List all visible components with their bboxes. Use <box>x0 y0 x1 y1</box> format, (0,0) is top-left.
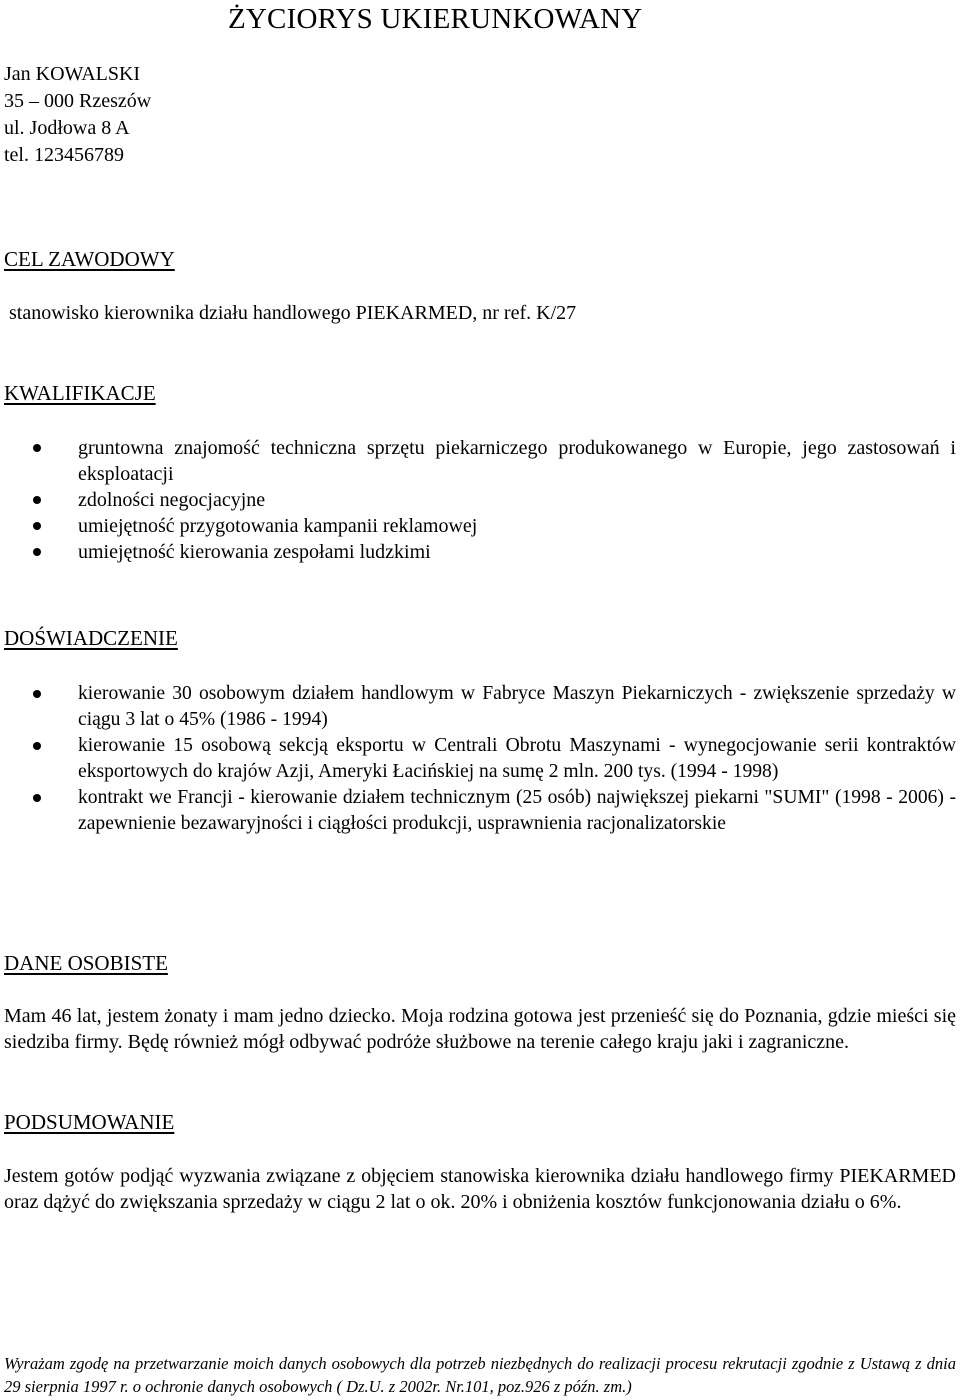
qualification-item: umiejętność kierowania zespołami ludzkimi <box>4 539 956 565</box>
summary-heading: PODSUMOWANIE <box>4 1110 175 1134</box>
document-title: ŻYCIORYS UKIERUNKOWANY <box>228 3 643 35</box>
qualification-item: gruntowna znajomość techniczna sprzętu piekarniczego produkowanego w Europie, jego zastosowań i eksploatacji <box>4 435 956 487</box>
qualifications-heading: KWALIFIKACJE <box>4 381 156 405</box>
goal-text: stanowisko kierownika działu handlowego PIEKARMED, nr ref. K/27 <box>9 302 577 324</box>
contact-block <box>4 61 151 169</box>
qualification-item: zdolności negocjacyjne <box>4 487 956 513</box>
experience-item: kierowanie 15 osobową sekcją eksportu w Centrali Obrotu Maszynami - wynegocjowanie serii kontraktów eksportowych do krajów Azji, Ameryki Łacińskiej na sumę 2 mln. 200 tys. (1994 - 1998) <box>4 733 956 785</box>
qualifications-list <box>4 435 956 565</box>
contact-name: Jan KOWALSKI <box>4 63 141 85</box>
experience-list <box>4 681 956 837</box>
personal-text: Mam 46 lat, jestem żonaty i mam jedno dziecko. Moja rodzina gotowa jest przenieść się do Poznania, gdzie mieści się siedziba firmy. Będę również mógł odbywać podróże służbowe na terenie całego kraju jaki i zagraniczne. <box>4 1005 956 1053</box>
experience-heading: DOŚWIADCZENIE <box>4 626 178 650</box>
personal-heading: DANE OSOBISTE <box>4 951 168 975</box>
qualification-item: umiejętność przygotowania kampanii reklamowej <box>4 513 956 539</box>
goal-heading: CEL ZAWODOWY <box>4 247 175 271</box>
contact-phone: tel. 123456789 <box>4 144 124 166</box>
contact-street: ul. Jodłowa 8 A <box>4 117 130 139</box>
consent-clause: Wyrażam zgodę na przetwarzanie moich danych osobowych dla potrzeb niezbędnych do realizacji procesu rekrutacji zgodnie z Ustawą z dnia 29 sierpnia 1997 r. o ochronie danych osobowych ( Dz.U. z 2002r. Nr.101, poz.926 z późn. zm.) <box>4 1354 956 1396</box>
experience-item: kierowanie 30 osobowym działem handlowym w Fabryce Maszyn Piekarniczych - zwiększenie sprzedaży w ciągu 3 lat o 45% (1986 - 1994) <box>4 681 956 733</box>
experience-item: kontrakt we Francji - kierowanie działem technicznym (25 osób) największej piekarni "SUMI" (1998 - 2006) - zapewnienie bezawaryjności i ciągłości produkcji, usprawnienia racjonalizatorskie <box>4 785 956 837</box>
contact-postal: 35 – 000 Rzeszów <box>4 90 152 112</box>
summary-text: Jestem gotów podjąć wyzwania związane z objęciem stanowiska kierownika działu handlowego firmy PIEKARMED oraz dążyć do zwiększania sprzedaży w ciągu 2 lat o ok. 20% i obniżenia kosztów funkcjonowania działu o 6%. <box>4 1165 956 1213</box>
